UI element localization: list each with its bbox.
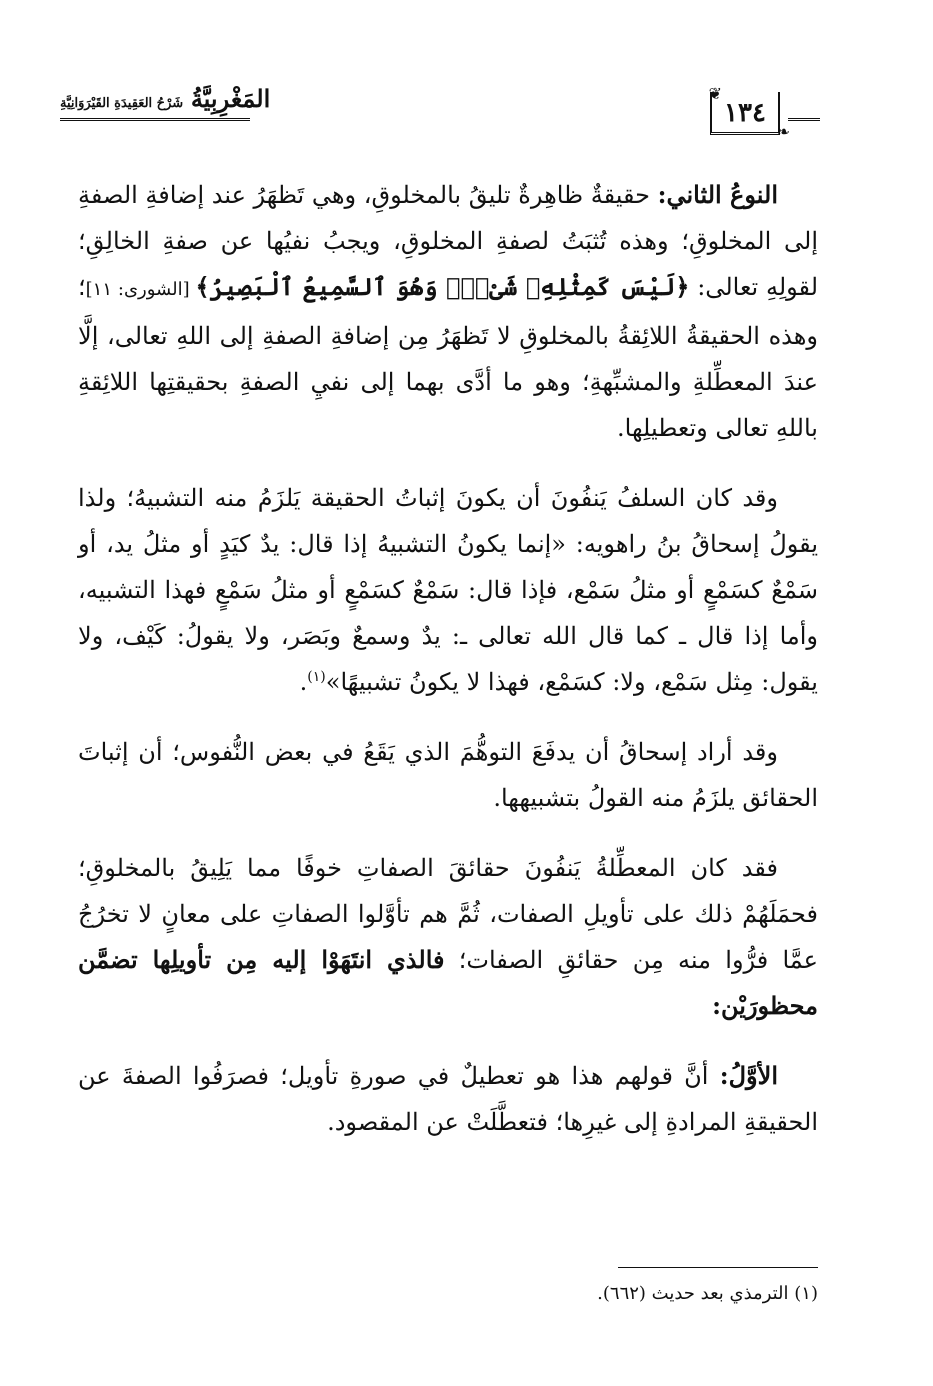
paragraph-text: وقد كان السلفُ يَنفُونَ أن يكونَ إثباتُ الحقيقة يَلزَمُ منه التشبيهُ؛ ولذا يقولُ إسحاقُ بنُ راهويه: «إنما يكونُ التشبيهُ إذا قال: يدٌ كيَدٍ أو مثلُ يد، أو سَمْعٌ كسَمْعٍ أو مثلُ سَمْع، فإذا قال: سَمْعٌ كسَمْعٍ أو مثلُ سَمْعٍ فهذا التشبيه، وأما إذا قال ـ كما قال الله تعالى ـ: يدٌ وسمعٌ وبَصَر، ولا يقولُ: كَيْف، ولا يقول: مِثل سَمْع، ولا: كسَمْع، فهذا لا يكونُ تشبيهًا»: [78, 484, 818, 696]
paragraph-text: حقيقةٌ ظاهِرةٌ تليقُ بالمخلوقِ، وهي تَظهَرُ عند إضافةِ الصفةِ إلى المخلوقِ؛ وهذه تُثبَتُ لصفةِ المخلوقِ، ويجبُ نفيُها عن صفةِ الخالِقِ؛ لقولِهِ تعالى:: [78, 181, 819, 301]
book-title-subtitle: شَرْحُ العَقِيدَةِ القَيْرَوَانِيَّةِ: [60, 96, 184, 111]
paragraph-end: .: [299, 668, 308, 696]
page-number: ١٣٤: [724, 98, 766, 128]
header-rule: [788, 118, 820, 121]
book-title: [60, 84, 270, 113]
paragraph-3: [78, 729, 818, 821]
quran-verse: ﴿لَيْسَ كَمِثْلِهِۦ شَىْءٌۖ وَهُوَ ٱلسَّمِيعُ ٱلْبَصِيرُ﴾: [195, 272, 690, 301]
verse-reference: [الشورى: ١١]: [85, 279, 196, 300]
paragraph-5: [78, 1053, 818, 1145]
paragraph-text: فقد كان المعطِّلةُ يَنفُونَ حقائقَ الصفاتِ خوفًا مما يَلِيقُ بالمخلوقِ؛ فحمَلَهُمْ ذلك على تأويلِ الصفات، ثُمَّ هم تأوَّلوا الصفاتِ على معانٍ لا تخرُجُ عمَّا فرُّوا منه مِن حقائقِ الصفات؛: [78, 854, 818, 974]
footnote-divider: [618, 1267, 818, 1268]
page-number-frame: [710, 92, 780, 135]
paragraph-text: أنَّ قولهم هذا هو تعطيلٌ في صورةِ تأويل؛ فصرَفُوا الصفةَ عن الحقيقةِ المرادةِ إلى غيرِها؛ فتعطَّلَتْ عن المقصود.: [78, 1062, 818, 1136]
paragraph-text: ؛ وهذه الحقيقةُ اللائِقةُ بالمخلوقِ لا تَظهَرُ مِن إضافةِ الصفةِ إلى اللهِ تعالى، إلَّا عندَ المعطِّلةِ والمشبِّهةِ؛ وهو ما أدَّى بهما إلى نفيِ الصفةِ بحقيقتِها اللائِقةِ باللهِ تعالى وتعطيلِها.: [78, 273, 818, 442]
paragraph-2: [78, 475, 818, 705]
footnote: (١) الترمذي بعد حديث (٦٦٢).: [597, 1283, 818, 1304]
paragraph-1: [78, 172, 818, 451]
title-underline: [60, 118, 250, 121]
paragraph-4: [78, 845, 818, 1029]
paragraph-lead: الأوَّلُ:: [719, 1061, 778, 1090]
ornament-icon: ❦: [708, 84, 722, 103]
body-text: [78, 172, 818, 1169]
book-title-main: المَغْرِبِيَّةُ: [190, 84, 271, 113]
footnote-marker[interactable]: (١): [307, 669, 326, 685]
paragraph-lead: النوعُ الثاني:: [657, 180, 778, 209]
paragraph-bold-tail: فالذي انتَهَوْا إليه مِن تأويلِها تضمَّن محظورَيْن:: [78, 945, 818, 1020]
ornament-icon: ❧: [776, 122, 790, 141]
running-header: [60, 78, 820, 140]
paragraph-text: وقد أراد إسحاقُ أن يدفَعَ التوهُّمَ الذي يَقَعُ في بعض النُّفوس؛ أن إثباتَ الحقائق يلزَمُ منه القولُ بتشبيهها.: [78, 738, 818, 812]
